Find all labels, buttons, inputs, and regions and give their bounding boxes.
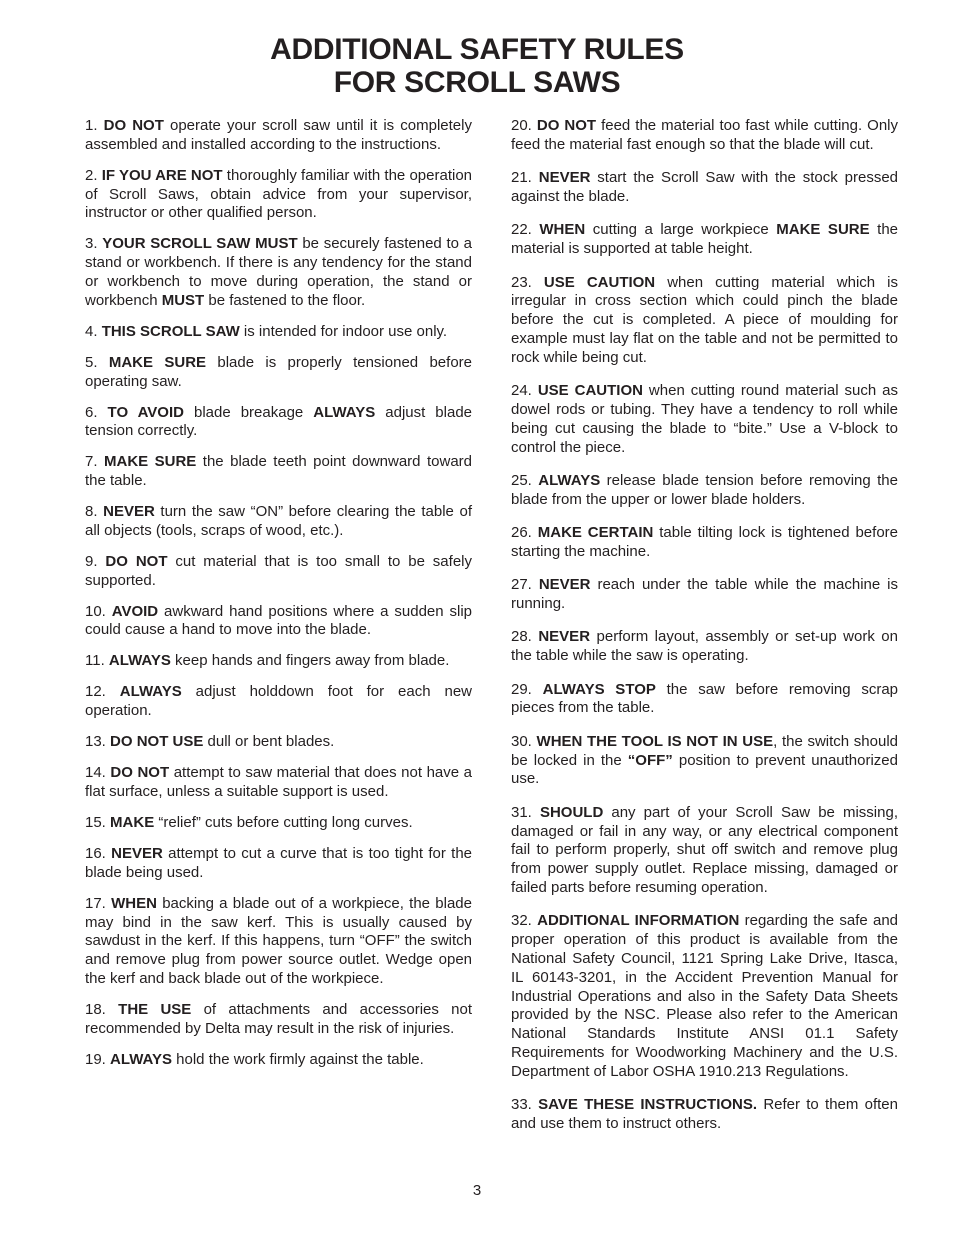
safety-rule	[85, 553, 472, 591]
rule-number: 2.	[85, 166, 98, 184]
rule-text: perform layout, assembly or set-up work on the table while the saw is operating.	[511, 628, 898, 665]
rule-keyword: ALWAYS	[313, 403, 376, 421]
rule-text: keep hands and fingers away from blade.	[170, 652, 450, 670]
rule-keyword: ALWAYS STOP	[542, 680, 656, 698]
rule-keyword: SAVE THESE INSTRUCTIONS.	[538, 1096, 758, 1114]
rule-number: 32.	[511, 912, 532, 930]
rule-keyword: MAKE SURE	[108, 353, 207, 371]
rule-number: 9.	[85, 552, 98, 570]
rule-number: 20.	[511, 117, 532, 134]
safety-rule	[85, 235, 472, 310]
rule-text: is intended for indoor use only.	[239, 322, 448, 340]
safety-rule	[511, 274, 898, 368]
safety-rule	[511, 221, 898, 259]
rule-keyword: NEVER	[538, 628, 591, 646]
rule-number: 26.	[511, 524, 532, 542]
safety-rule	[511, 382, 898, 457]
rule-text: feed the material too fast while cutting. Only feed the material fast enough so that the blade will cut.	[511, 117, 898, 153]
safety-rule	[85, 453, 472, 491]
rule-number: 29.	[511, 680, 532, 698]
rule-text: hold the work firmly against the table.	[172, 1050, 424, 1068]
rule-text: backing a blade out of a workpiece, the blade may bind in the saw kerf. This is usually caused by sawdust in the kerf. If this happens, turn “OFF” the switch and remove plug from power source outlet. Wedge open the kerf and back blade out of the workpiece.	[85, 894, 472, 987]
rule-number: 8.	[85, 503, 98, 521]
rule-number: 7.	[85, 453, 98, 471]
rule-number: 11.	[85, 652, 105, 670]
safety-rule	[85, 167, 472, 223]
rule-keyword: DO NOT	[536, 117, 597, 134]
rule-keyword: ALWAYS	[119, 683, 182, 701]
rule-keyword: DO NOT USE	[110, 733, 204, 751]
rule-text: operate your scroll saw until it is completely assembled and installed according to the instructions.	[85, 117, 472, 153]
rule-number: 12.	[85, 683, 106, 701]
safety-rule	[85, 354, 472, 392]
rule-keyword: THE USE	[118, 1000, 192, 1018]
safety-rule	[85, 733, 472, 752]
safety-rule	[511, 1096, 898, 1134]
rule-text: blade is properly tensioned before operating saw.	[85, 353, 472, 390]
safety-rule	[511, 804, 898, 898]
rule-keyword: NEVER	[538, 169, 591, 187]
rule-number: 16.	[85, 844, 106, 862]
rule-text: regarding the safe and proper operation of this product is available from the National Safety Council, 1121 Spring Lake Drive, Itasca, IL 60143-3201, in the Accident Prevention Manual for Industrial Operations and also in the Safety Data Sheets provided by the NSC. Please also refer to the American National Standards Institute ANSI 01.1 Safety Requirements for Woodworking Machinery and the U.S. Department of Labor OSHA 1910.213 Regulations.	[511, 912, 899, 1080]
rule-text: when cutting material which is irregular in cross section which could pinch the blade before the cut is completed. A piece of moulding for example must lay flat on the table and not be permitted to rock while being cut.	[511, 273, 898, 366]
safety-rule	[85, 683, 472, 721]
rule-text: adjust holddown foot for each new operation.	[85, 683, 473, 720]
safety-rule	[85, 323, 472, 342]
rule-keyword: USE CAUTION	[537, 382, 643, 400]
rule-keyword: TO AVOID	[107, 403, 184, 421]
safety-rule	[85, 404, 472, 442]
rule-keyword: MAKE SURE	[104, 453, 197, 471]
page-title-line-2: FOR SCROLL SAWS	[333, 66, 621, 99]
safety-rule	[85, 117, 472, 155]
rule-keyword: ADDITIONAL INFORMATION	[537, 912, 740, 930]
safety-rule	[85, 503, 472, 541]
rule-number: 24.	[511, 382, 532, 400]
safety-rule	[85, 1051, 472, 1070]
rule-keyword: NEVER	[538, 576, 591, 594]
rule-keyword: DO NOT	[105, 552, 168, 570]
rule-number: 25.	[511, 471, 532, 489]
rule-keyword: “OFF”	[627, 751, 673, 769]
page-number: 3	[472, 1182, 482, 1199]
safety-rule	[511, 912, 898, 1081]
safety-rule	[85, 1001, 472, 1039]
safety-rule	[85, 895, 472, 989]
rule-keyword: DO NOT	[103, 117, 164, 134]
rule-number: 13.	[85, 733, 106, 751]
rule-number: 6.	[85, 403, 98, 421]
rule-keyword: AVOID	[111, 602, 159, 620]
rule-number: 21.	[511, 169, 532, 187]
rule-text: “relief” cuts before cutting long curves.	[154, 813, 413, 831]
rule-text: reach under the table while the machine is running.	[511, 576, 899, 613]
safety-rule	[511, 169, 898, 207]
rule-text: turn the saw “ON” before clearing the table of all objects (tools, scraps of wood, etc.).	[85, 503, 473, 539]
rule-keyword: MAKE SURE	[776, 221, 870, 239]
safety-rule	[511, 628, 898, 666]
safety-rule	[85, 652, 472, 671]
rule-text: of attachments and accessories not recommended by Delta may result in the risk of injuries.	[85, 1000, 473, 1037]
page-title	[0, 33, 954, 99]
rules-column-right	[511, 117, 898, 1148]
rule-number: 10.	[85, 602, 106, 620]
rule-text: start the Scroll Saw with the stock pressed against the blade.	[511, 169, 898, 205]
rule-text: when cutting round material such as dowel rods or tubing. They have a tendency to roll while being cut causing the blade to “bite.” Use a V-block to control the piece.	[511, 382, 899, 456]
rule-keyword: ALWAYS	[538, 471, 601, 489]
rule-number: 31.	[511, 803, 532, 821]
rule-number: 17.	[85, 894, 106, 912]
rule-keyword: MUST	[161, 291, 205, 309]
rule-number: 5.	[85, 353, 98, 371]
rule-keyword: MAKE	[110, 813, 155, 831]
rule-text: adjust blade tension correctly.	[85, 403, 473, 440]
rule-number: 33.	[511, 1096, 532, 1114]
safety-rule	[85, 814, 472, 833]
rule-text: the material is supported at table height.	[511, 221, 898, 258]
rule-text: , the switch should be locked in the	[511, 732, 898, 769]
rule-keyword: ALWAYS	[110, 1050, 172, 1068]
rule-number: 18.	[85, 1000, 106, 1018]
rule-text: cutting a large workpiece	[585, 221, 777, 239]
rule-keyword: USE CAUTION	[543, 273, 656, 291]
rule-number: 22.	[511, 221, 532, 239]
safety-rule	[511, 733, 898, 789]
rule-text: dull or bent blades.	[203, 733, 335, 751]
rule-text: any part of your Scroll Saw be missing, damaged or fail in any way, or any electrical component fail to perform properly, shut off switch and remove plug from power supply outlet. Replace missing, damaged or failed parts before resuming operation.	[511, 803, 898, 897]
rule-text: cut material that is too small to be safely supported.	[85, 552, 472, 589]
rule-text: be securely fastened to a stand or workbench. If there is any tendency for the stand or workbench to move during operation, the stand or workbench	[85, 235, 472, 309]
rule-keyword: SHOULD	[539, 803, 604, 821]
rule-text: thoroughly familiar with the operation of Scroll Saws, obtain advice from your supervisor, instructor or other qualified person.	[85, 166, 472, 222]
rule-number: 28.	[511, 628, 532, 646]
safety-rule	[85, 845, 472, 883]
rule-keyword: NEVER	[103, 503, 155, 521]
rule-text: Refer to them often and use them to instruct others.	[511, 1096, 898, 1132]
safety-rule	[85, 603, 472, 641]
rule-text: the blade teeth point downward toward the table.	[85, 453, 473, 490]
safety-rule	[511, 576, 898, 614]
rule-keyword: MAKE CERTAIN	[537, 524, 654, 542]
rule-number: 15.	[85, 813, 106, 831]
rule-keyword: WHEN THE TOOL IS NOT IN USE	[536, 732, 774, 750]
rule-keyword: DO NOT	[110, 764, 170, 782]
rule-text: table tilting lock is tightened before starting the machine.	[511, 524, 898, 560]
rule-text: the saw before removing scrap pieces from the table.	[511, 680, 899, 717]
rule-number: 14.	[85, 764, 106, 782]
rule-text: blade breakage	[183, 403, 314, 421]
rule-text: awkward hand positions where a sudden slip could cause a hand to move into the blade.	[85, 602, 472, 639]
safety-rule	[511, 524, 898, 562]
rule-text: attempt to saw material that does not have a flat surface, unless a suitable support is used.	[85, 764, 472, 800]
safety-rule	[511, 681, 898, 719]
rule-number: 1.	[85, 117, 98, 134]
rule-text: release blade tension before removing the blade from the upper or lower blade holders.	[511, 471, 898, 508]
safety-rule	[511, 117, 898, 155]
rule-number: 30.	[511, 732, 532, 750]
rule-number: 4.	[85, 322, 98, 340]
safety-rule	[511, 472, 898, 510]
rules-column-left	[85, 117, 472, 1082]
rule-keyword: YOUR SCROLL SAW MUST	[102, 235, 298, 253]
rule-keyword: THIS SCROLL SAW	[101, 322, 240, 340]
page-title-line-1: ADDITIONAL SAFETY RULES	[270, 33, 684, 66]
rule-keyword: NEVER	[111, 844, 163, 862]
safety-rule	[85, 764, 472, 802]
rule-number: 3.	[85, 235, 98, 253]
rule-text: be fastened to the floor.	[204, 291, 366, 309]
rule-text: position to prevent unauthorized use.	[511, 751, 898, 788]
rule-number: 27.	[511, 576, 532, 594]
rule-keyword: IF YOU ARE NOT	[101, 166, 223, 184]
rule-text: attempt to cut a curve that is too tight for the blade being used.	[85, 844, 472, 881]
rule-number: 23.	[511, 273, 532, 291]
rule-keyword: WHEN	[111, 894, 157, 912]
rule-keyword: ALWAYS	[108, 652, 171, 670]
rule-keyword: WHEN	[539, 221, 586, 239]
rule-number: 19.	[85, 1050, 106, 1068]
